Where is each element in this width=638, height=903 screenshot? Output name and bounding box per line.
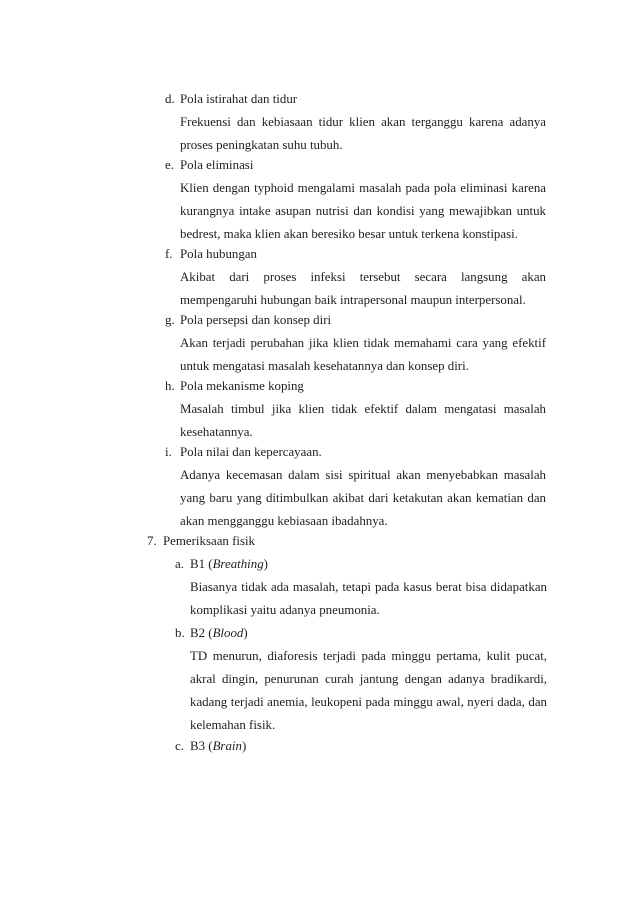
list-marker: d. xyxy=(165,92,175,106)
section-number: 7. xyxy=(147,534,157,548)
exam-title-prefix: B2 ( xyxy=(190,626,213,640)
exam-title-suffix: ) xyxy=(263,557,268,571)
paragraph-line: komplikasi yaitu adanya pneumonia. xyxy=(190,603,380,617)
page-content xyxy=(0,88,638,758)
exam-title-prefix: B1 ( xyxy=(190,557,213,571)
exam-title-suffix: ) xyxy=(241,739,247,753)
paragraph-line: Klien dengan typhoid mengalami masalah pada pola eliminasi karena xyxy=(180,181,546,195)
list-marker: e. xyxy=(165,158,174,172)
exam-item-c xyxy=(0,735,638,758)
pattern-item-i xyxy=(0,441,638,533)
paragraph-line: Akibat dari proses infeksi tersebut secara langsung akan xyxy=(180,270,546,284)
exam-heading xyxy=(0,553,638,576)
list-marker: a. xyxy=(175,557,184,571)
pattern-title: Pola eliminasi xyxy=(180,158,254,172)
pattern-item-f xyxy=(0,243,638,312)
paragraph-line: Masalah timbul jika klien tidak efektif dalam mengatasi masalah xyxy=(180,402,546,416)
pattern-title: Pola hubungan xyxy=(180,247,257,261)
pattern-heading xyxy=(0,441,638,464)
paragraph-line: Frekuensi dan kebiasaan tidur klien akan terganggu karena adanya xyxy=(180,115,546,129)
paragraph-line: Biasanya tidak ada masalah, tetapi pada kasus berat bisa didapatkan xyxy=(190,580,547,594)
exam-item-b xyxy=(0,622,638,737)
exam-title-term: Brain xyxy=(212,739,242,753)
pattern-heading xyxy=(0,375,638,398)
pattern-heading xyxy=(0,309,638,332)
physical-exam-list xyxy=(0,553,638,758)
paragraph-line: akral dingin, penurunan curah jantung dengan adanya bradikardi, xyxy=(190,672,547,686)
list-marker: b. xyxy=(175,626,185,640)
paragraph-line: proses peningkatan suhu tubuh. xyxy=(180,138,343,152)
pattern-heading xyxy=(0,88,638,111)
exam-title-suffix: ) xyxy=(243,626,248,640)
paragraph-line: akan mengganggu kebiasaan ibadahnya. xyxy=(180,514,388,528)
list-marker: g. xyxy=(165,313,175,327)
paragraph-line: TD menurun, diaforesis terjadi pada minggu pertama, kulit pucat, xyxy=(190,649,547,663)
section-title: Pemeriksaan fisik xyxy=(163,534,256,548)
pattern-title: Pola mekanisme koping xyxy=(180,379,304,393)
list-marker: c. xyxy=(175,739,184,753)
pattern-heading xyxy=(0,154,638,177)
list-marker: h. xyxy=(165,379,175,393)
paragraph-line: kurangnya intake asupan nutrisi dan kondisi yang mewajibkan untuk xyxy=(180,204,546,218)
pattern-heading xyxy=(0,243,638,266)
paragraph-line: untuk mengatasi masalah kesehatannya dan konsep diri. xyxy=(180,359,469,373)
exam-heading xyxy=(0,735,638,758)
paragraph-line: mempengaruhi hubungan baik intrapersonal maupun interpersonal. xyxy=(180,293,526,307)
exam-title-term: Blood xyxy=(212,626,244,640)
pattern-item-e xyxy=(0,154,638,246)
pattern-item-g xyxy=(0,309,638,378)
paragraph-line: yang baru yang ditimbulkan akibat dari ketakutan akan kematian dan xyxy=(180,491,546,505)
pattern-title: Pola persepsi dan konsep diri xyxy=(180,313,332,327)
paragraph-line: kadang terjadi anemia, leukopeni pada minggu awal, nyeri dada, dan xyxy=(190,695,547,709)
paragraph-line: kesehatannya. xyxy=(180,425,253,439)
paragraph-line: Adanya kecemasan dalam sisi spiritual akan menyebabkan masalah xyxy=(180,468,546,482)
pattern-title: Pola nilai dan kepercayaan. xyxy=(180,445,322,459)
pattern-item-h xyxy=(0,375,638,444)
list-marker: i. xyxy=(165,445,172,459)
paragraph-line: kelemahan fisik. xyxy=(190,718,276,732)
paragraph-line: Akan terjadi perubahan jika klien tidak memahami cara yang efektif xyxy=(180,336,546,350)
list-marker: f. xyxy=(165,247,173,261)
section-heading xyxy=(0,530,638,553)
health-pattern-list xyxy=(0,88,638,533)
exam-title-term: Breathing xyxy=(212,557,264,571)
exam-title-prefix: B3 ( xyxy=(190,739,213,753)
pattern-title: Pola istirahat dan tidur xyxy=(180,92,298,106)
exam-item-a xyxy=(0,553,638,622)
paragraph-line: bedrest, maka klien akan beresiko besar untuk terkena konstipasi. xyxy=(180,227,518,241)
exam-heading xyxy=(0,622,638,645)
pattern-item-d xyxy=(0,88,638,157)
